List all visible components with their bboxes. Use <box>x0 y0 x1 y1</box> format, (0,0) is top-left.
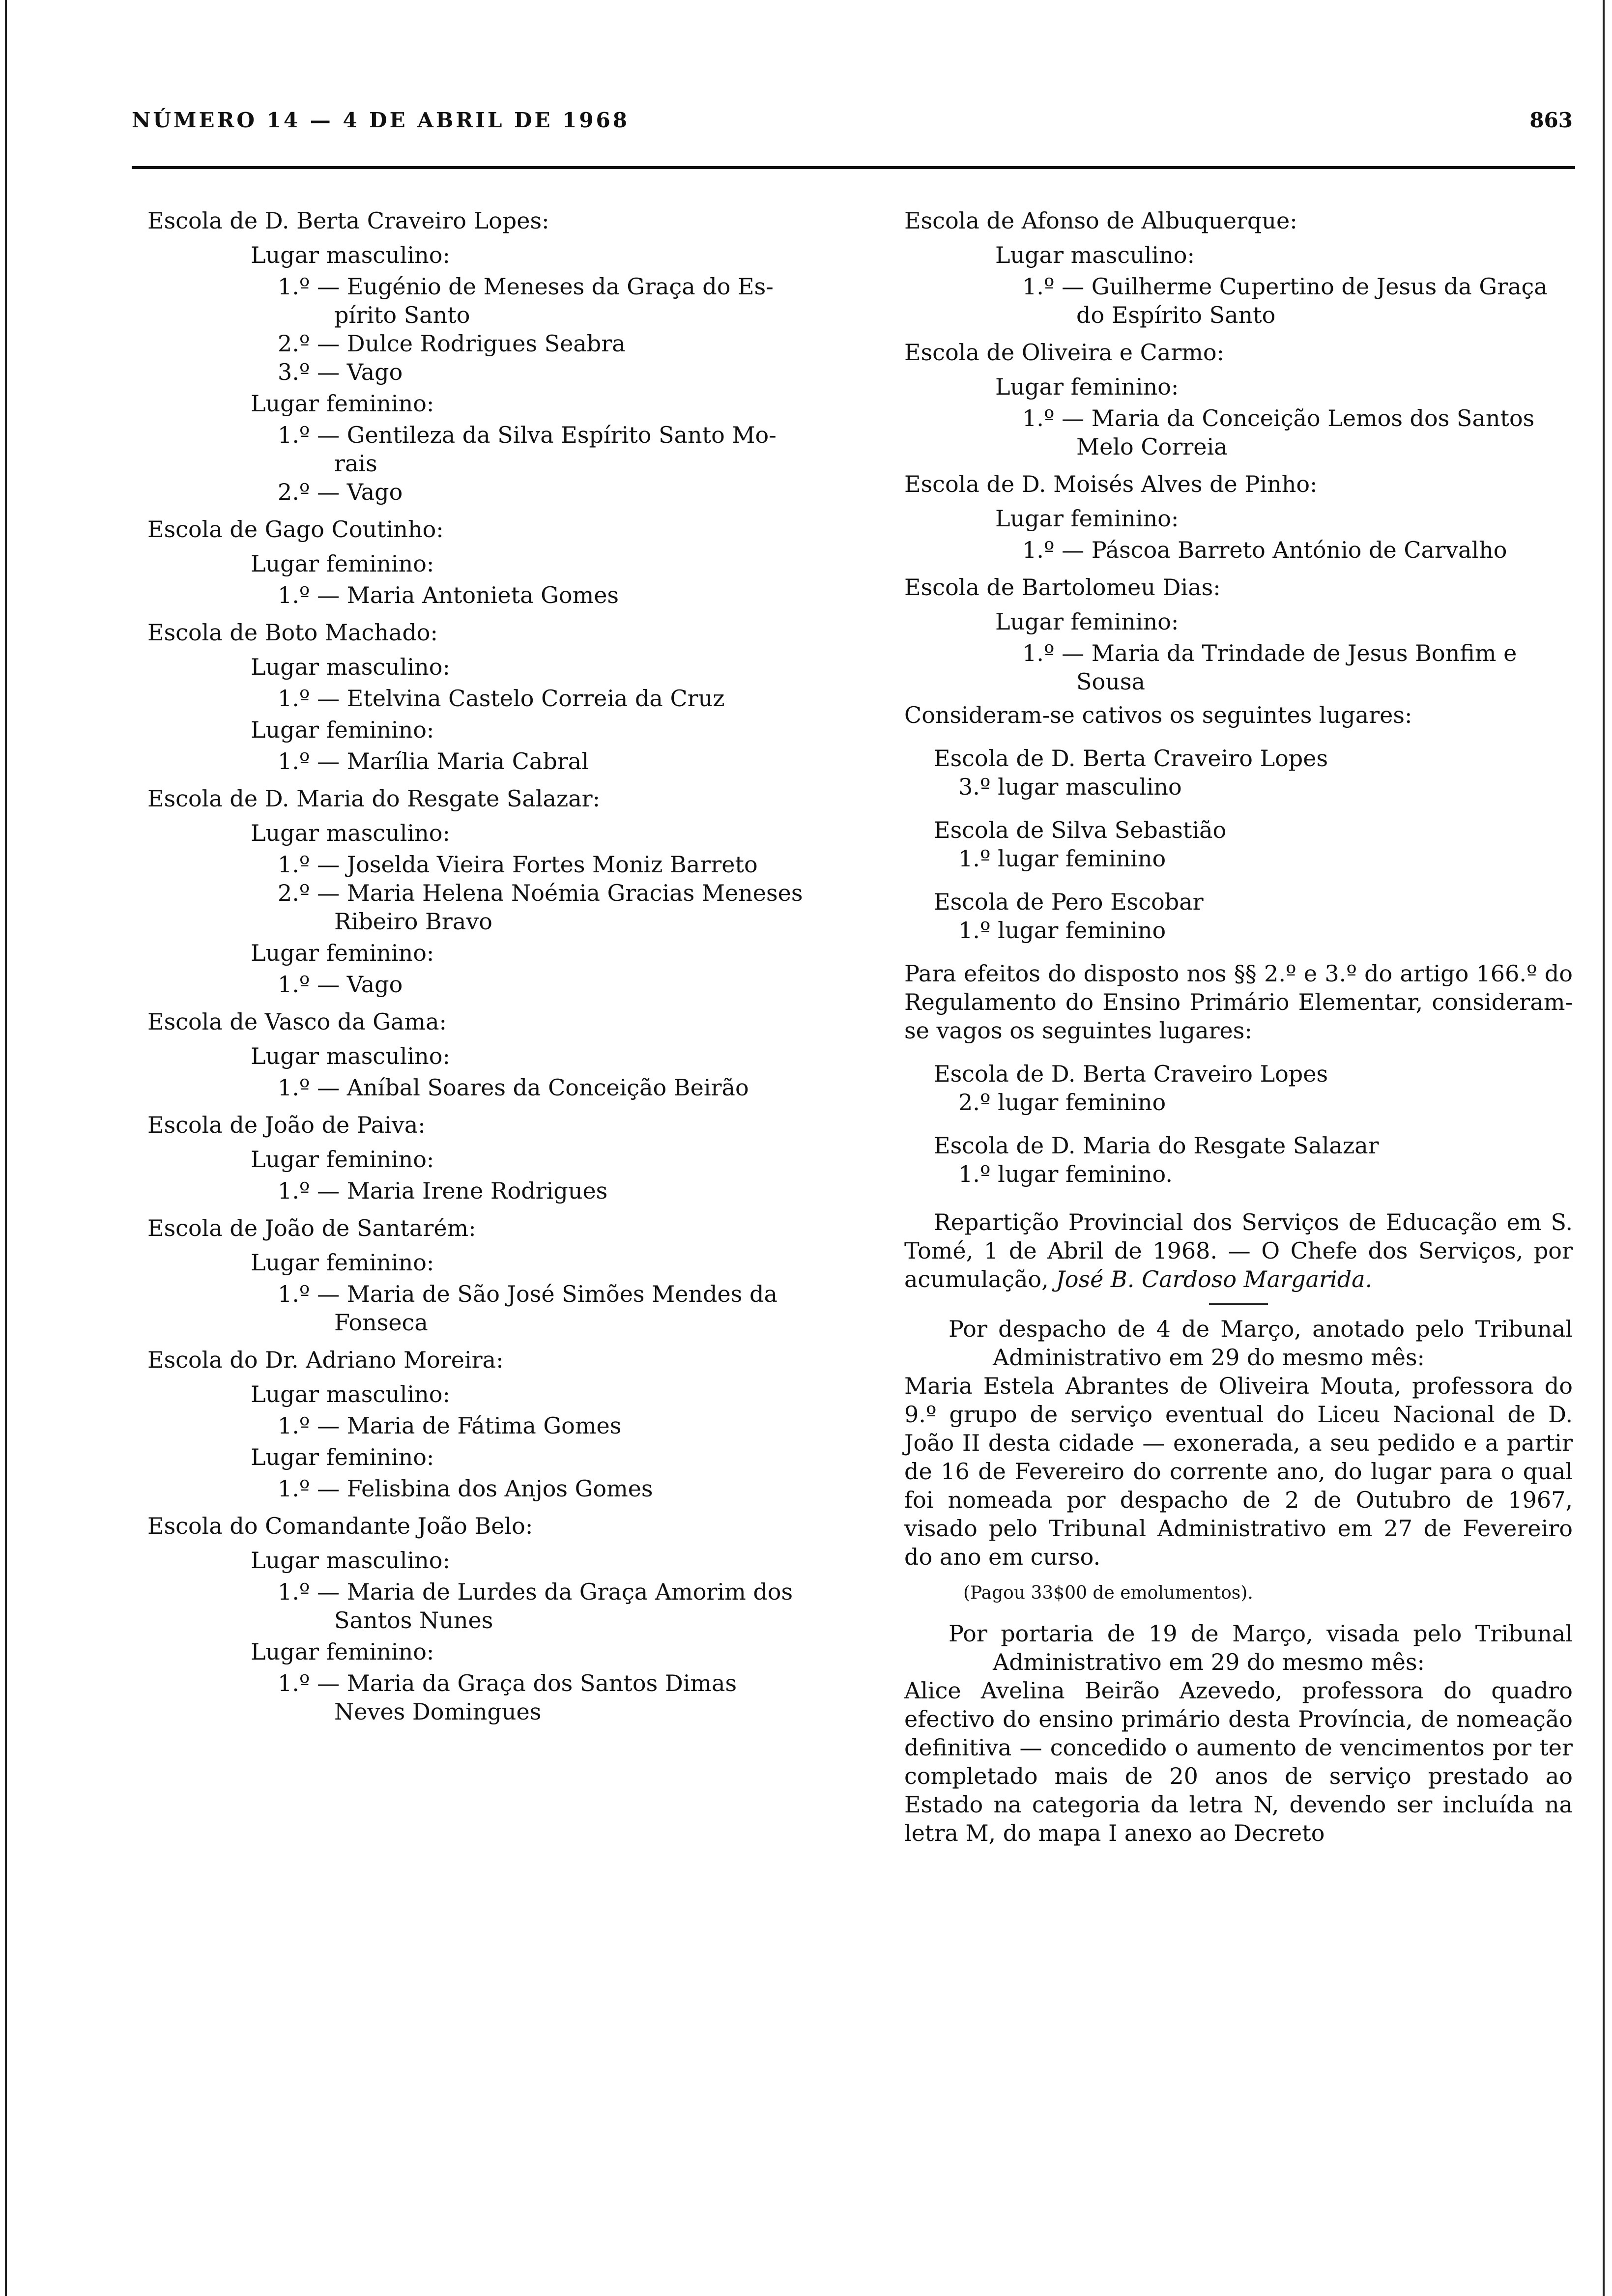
list-item: 2.º — Vago <box>278 479 403 505</box>
lugar-heading: Lugar feminino: <box>251 717 434 743</box>
list-item: 1.º — Etelvina Castelo Correia da Cruz <box>278 685 725 712</box>
list-item: 3.º — Vago <box>278 359 403 385</box>
school-heading: Escola de João de Paiva: <box>147 1112 426 1138</box>
list-item-cont: Santos Nunes <box>334 1607 493 1634</box>
school-heading: Escola de D. Maria do Resgate Salazar: <box>147 785 601 812</box>
issue-title: NÚMERO 14 — 4 DE ABRIL DE 1968 <box>132 108 630 132</box>
school-heading: Escola de D. Berta Craveiro Lopes <box>934 745 1328 772</box>
signature-paragraph <box>904 1208 1573 1293</box>
list-item: 1.º — Guilherme Cupertino de Jesus da Graça <box>1022 273 1548 300</box>
list-item-cont: Fonseca <box>334 1309 428 1336</box>
list-item: 1.º — Joselda Vieira Fortes Moniz Barreto <box>278 851 758 878</box>
list-item: 1.º — Aníbal Soares da Conceição Beirão <box>278 1074 749 1101</box>
school-heading: Escola de D. Moisés Alves de Pinho: <box>904 471 1318 497</box>
list-item-cont: Ribeiro Bravo <box>334 908 492 935</box>
list-item: 1.º — Maria da Trindade de Jesus Bonfim e <box>1022 640 1517 666</box>
lugar-heading: Lugar feminino: <box>251 1146 434 1173</box>
despacho-heading: Por despacho de 4 de Março, anotado pelo Tribunal Administrativo em 29 do mesmo mês: <box>949 1316 1573 1371</box>
lugar-line: 3.º lugar masculino <box>958 774 1182 800</box>
despacho-body: Maria Estela Abrantes de Oliveira Mouta, professora do 9.º grupo de serviço eventual do Liceu Nacional de D. João II desta cidade — exonerada, a seu pedido e a partir de 16 de Fevereiro do corrente ano, do lugar para o qual foi nomeada por despacho de 2 de Outubro de 1967, visado pelo Tribunal Administrativo em 27 de Fevereiro do ano em curso. <box>904 1373 1573 1570</box>
list-item: 1.º — Gentileza da Silva Espírito Santo Mo- <box>278 422 777 448</box>
lugar-line: 1.º lugar feminino. <box>958 1161 1173 1187</box>
school-heading: Escola de João de Santarém: <box>147 1215 476 1241</box>
list-item: 1.º — Maria de São José Simões Mendes da <box>278 1281 777 1307</box>
list-item: 1.º — Maria da Graça dos Santos Dimas <box>278 1670 737 1696</box>
school-heading: Escola de Oliveira e Carmo: <box>904 339 1225 366</box>
lugar-heading: Lugar feminino: <box>995 505 1179 532</box>
list-item: 1.º — Maria de Lurdes da Graça Amorim dos <box>278 1578 793 1605</box>
lugar-line: 1.º lugar feminino <box>958 917 1166 944</box>
page-header <box>132 108 1573 138</box>
spacer <box>904 1045 1573 1060</box>
school-heading: Escola de Boto Machado: <box>147 619 438 646</box>
lugar-heading: Lugar masculino: <box>251 242 450 268</box>
lugar-heading: Lugar feminino: <box>251 940 434 966</box>
lugar-heading: Lugar masculino: <box>251 1043 450 1069</box>
portaria-heading: Por portaria de 19 de Março, visada pelo Tribunal Administrativo em 29 do mesmo mês: <box>949 1620 1573 1675</box>
school-heading: Escola de Gago Coutinho: <box>147 516 444 543</box>
header-rule <box>132 166 1575 169</box>
school-heading: Escola de Silva Sebastião <box>934 817 1227 843</box>
spacer <box>904 729 1573 744</box>
left-column <box>147 206 845 1726</box>
list-item: 1.º — Felisbina dos Anjos Gomes <box>278 1475 653 1502</box>
lugar-heading: Lugar masculino: <box>251 820 450 846</box>
lugar-heading: Lugar feminino: <box>251 1444 434 1470</box>
school-heading: Escola de D. Berta Craveiro Lopes <box>934 1061 1328 1087</box>
lugar-heading: Lugar masculino: <box>251 1381 450 1407</box>
list-item: 1.º — Maria da Conceição Lemos dos Santos <box>1022 405 1535 431</box>
list-item: 1.º — Maria de Fátima Gomes <box>278 1412 622 1439</box>
right-column <box>904 206 1573 1847</box>
school-heading: Escola de Pero Escobar <box>934 889 1204 915</box>
list-item: 1.º — Páscoa Barreto António de Carvalho <box>1022 537 1507 563</box>
school-heading: Escola de D. Berta Craveiro Lopes: <box>147 207 549 234</box>
portaria-body: Alice Avelina Beirão Azevedo, professora do quadro efectivo do ensino primário desta Província, de nomeação definitiva — concedido o aumento de vencimentos por ter completado mais de 20 anos de serviço prestado ao Estado na categoria da letra N, devendo ser incluída na letra M, do mapa I anexo ao Decreto <box>904 1677 1573 1846</box>
school-heading: Escola de D. Maria do Resgate Salazar <box>934 1132 1379 1159</box>
signature-text: Repartição Provincial dos Serviços de Educação em S. Tomé, 1 de Abril de 1968. — O Chefe dos Serviços, por acumulação, <box>904 1209 1573 1292</box>
list-item-cont: Melo Correia <box>1076 433 1228 460</box>
list-item-cont: Neves Domingues <box>334 1698 542 1725</box>
fee-note: (Pagou 33$00 de emolumentos). <box>963 1583 1253 1603</box>
section-divider <box>1209 1303 1268 1305</box>
lugar-heading: Lugar feminino: <box>251 390 434 417</box>
spacer <box>904 696 1573 701</box>
list-item-cont: do Espírito Santo <box>1076 302 1276 328</box>
list-item-cont: rais <box>334 450 377 477</box>
lugar-heading: Lugar feminino: <box>995 608 1179 635</box>
list-item: 2.º — Maria Helena Noémia Gracias Meneses <box>278 880 803 906</box>
list-item: 1.º — Maria Irene Rodrigues <box>278 1177 608 1204</box>
lugar-heading: Lugar feminino: <box>995 373 1179 400</box>
school-heading: Escola do Comandante João Belo: <box>147 1513 533 1539</box>
school-heading: Escola de Bartolomeu Dias: <box>904 574 1221 601</box>
list-item: 1.º — Maria Antonieta Gomes <box>278 582 619 608</box>
list-item-cont: Sousa <box>1076 668 1145 695</box>
school-heading: Escola do Dr. Adriano Moreira: <box>147 1347 504 1373</box>
lugar-heading: Lugar masculino: <box>251 654 450 680</box>
lugar-heading: Lugar masculino: <box>995 242 1195 268</box>
school-heading: Escola de Afonso de Albuquerque: <box>904 207 1297 234</box>
list-item: 1.º — Vago <box>278 971 403 998</box>
cativos-intro: Consideram-se cativos os seguintes lugares: <box>904 702 1412 728</box>
list-item: 1.º — Eugénio de Meneses da Graça do Es- <box>278 273 774 300</box>
lugar-heading: Lugar feminino: <box>251 550 434 577</box>
list-item-cont: pírito Santo <box>334 302 470 328</box>
lugar-heading: Lugar masculino: <box>251 1547 450 1574</box>
list-item: 1.º — Marília Maria Cabral <box>278 748 589 775</box>
page-number: 863 <box>1529 108 1573 132</box>
school-heading: Escola de Vasco da Gama: <box>147 1008 447 1035</box>
lugar-line: 2.º lugar feminino <box>958 1089 1166 1116</box>
list-item: 2.º — Dulce Rodrigues Seabra <box>278 330 626 357</box>
lugar-line: 1.º lugar feminino <box>958 845 1166 872</box>
vagos-intro: Para efeitos do disposto nos §§ 2.º e 3.º do artigo 166.º do Regulamento do Ensino Primário Elementar, consideram-se vagos os seguintes lugares: <box>904 960 1573 1044</box>
signatory-name: José B. Cardoso Margarida. <box>1056 1266 1373 1292</box>
lugar-heading: Lugar feminino: <box>251 1249 434 1276</box>
lugar-heading: Lugar feminino: <box>251 1638 434 1665</box>
